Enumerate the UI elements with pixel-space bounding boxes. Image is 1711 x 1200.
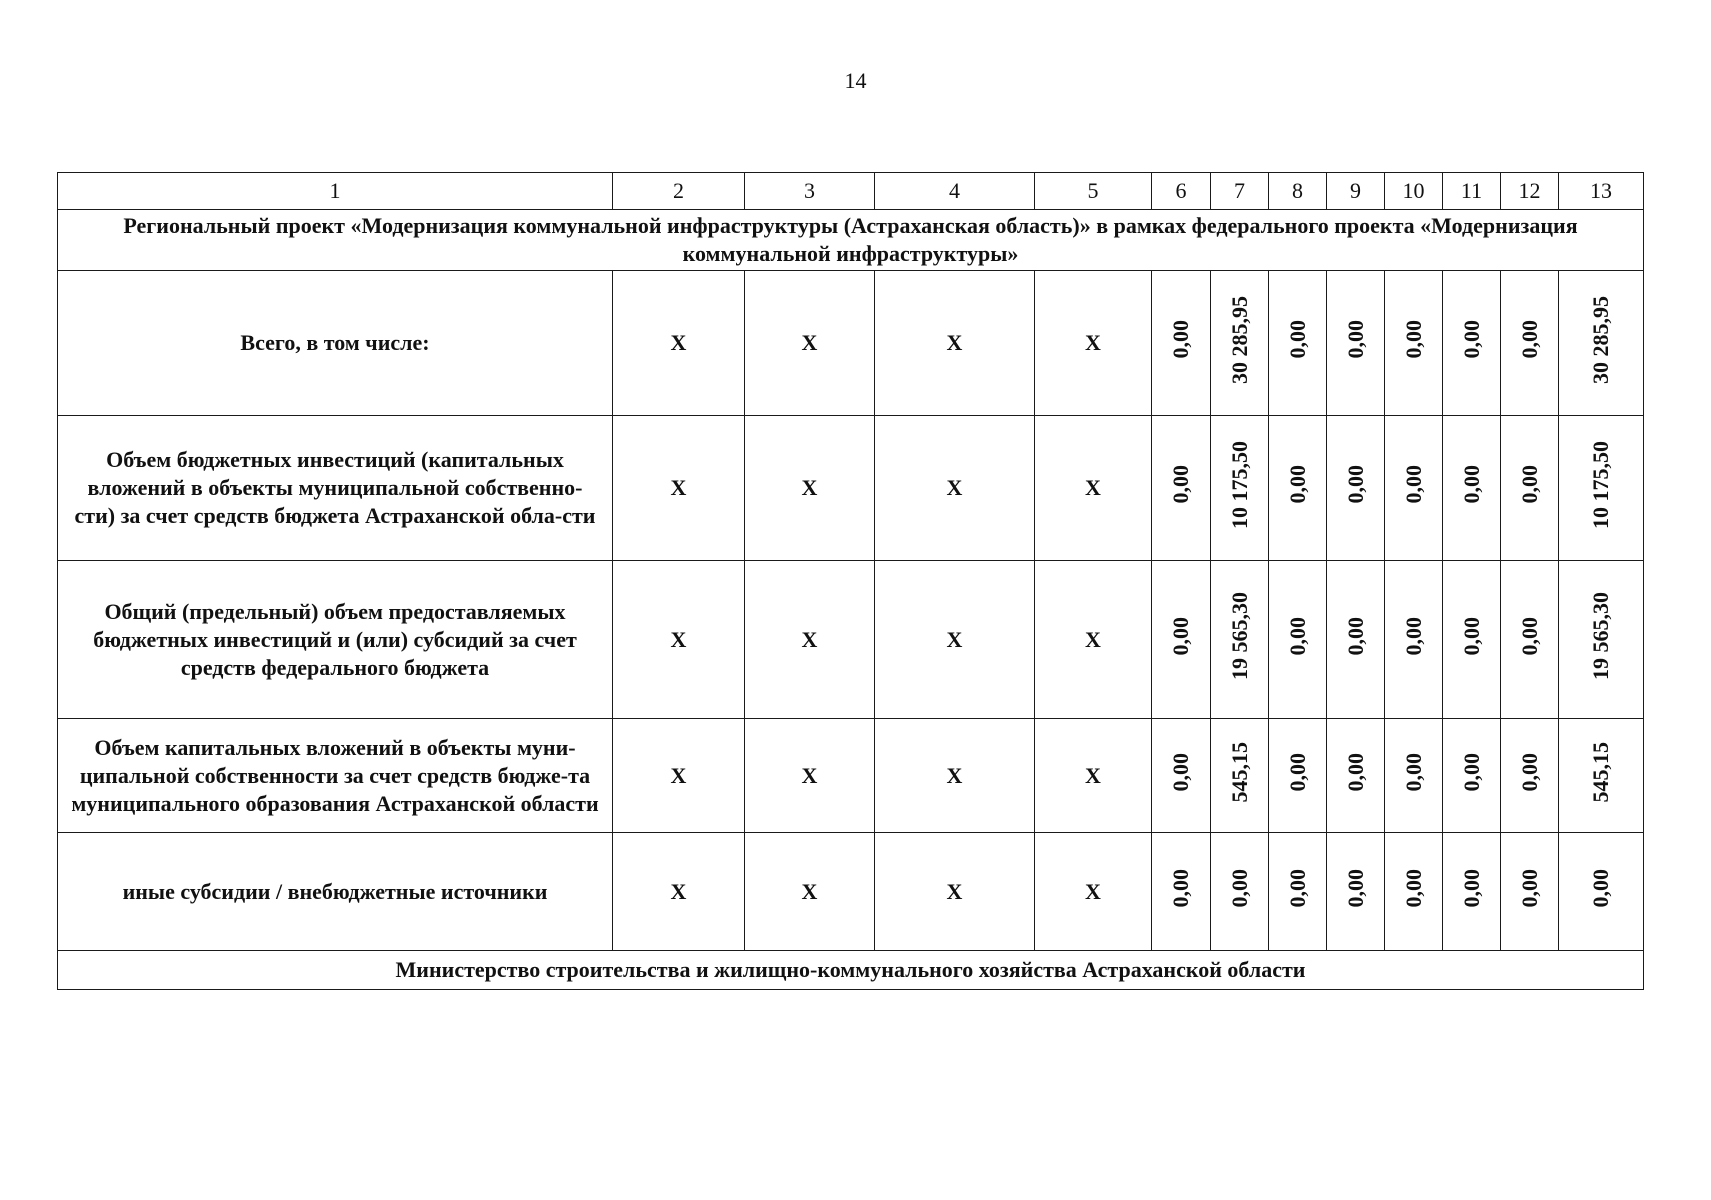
x-mark: X	[745, 719, 875, 833]
value-text: 0,00	[1226, 868, 1252, 908]
value-text: 0,00	[1342, 752, 1368, 792]
value-cell	[1152, 833, 1211, 951]
financing-table	[57, 172, 1644, 990]
value-cell	[1443, 416, 1501, 561]
value-text: 0,00	[1342, 465, 1368, 504]
row-label: Всего, в том числе:	[58, 271, 613, 416]
value-cell	[1385, 561, 1443, 719]
column-number: 6	[1152, 173, 1211, 210]
column-number: 10	[1385, 173, 1443, 210]
value-cell	[1269, 271, 1327, 416]
value-cell	[1501, 833, 1559, 951]
x-mark: X	[745, 833, 875, 951]
value-text: 0,00	[1458, 465, 1484, 504]
value-cell	[1385, 416, 1443, 561]
value-text: 0,00	[1458, 616, 1484, 656]
value-text: 10 175,50	[1588, 440, 1613, 529]
value-text: 0,00	[1516, 752, 1542, 792]
value-cell	[1501, 561, 1559, 719]
value-text: 0,00	[1284, 465, 1310, 504]
value-cell	[1385, 271, 1443, 416]
column-number-row	[58, 173, 1644, 210]
x-mark: X	[1035, 719, 1152, 833]
column-number: 5	[1035, 173, 1152, 210]
value-text: 0,00	[1458, 752, 1484, 792]
x-mark: X	[613, 833, 745, 951]
column-number: 13	[1559, 173, 1644, 210]
x-mark: X	[875, 271, 1035, 416]
value-text: 545,15	[1588, 741, 1613, 803]
value-text: 0,00	[1342, 868, 1368, 908]
project-title-row	[58, 210, 1644, 271]
value-text: 0,00	[1168, 752, 1193, 792]
value-text: 19 565,30	[1588, 592, 1613, 680]
value-cell	[1211, 833, 1269, 951]
value-cell	[1559, 271, 1644, 416]
row-label: иные субсидии / внебюджетные источники	[58, 833, 613, 951]
value-text: 10 175,50	[1226, 440, 1252, 529]
column-number: 2	[613, 173, 745, 210]
value-text: 0,00	[1284, 868, 1310, 908]
value-cell	[1559, 416, 1644, 561]
x-mark: X	[1035, 561, 1152, 719]
value-text: 0,00	[1400, 320, 1426, 359]
value-cell	[1211, 416, 1269, 561]
x-mark: X	[613, 416, 745, 561]
x-mark: X	[1035, 271, 1152, 416]
value-cell	[1152, 416, 1211, 561]
value-text: 0,00	[1168, 868, 1193, 908]
value-cell	[1385, 719, 1443, 833]
value-text: 19 565,30	[1226, 592, 1252, 680]
x-mark: X	[613, 719, 745, 833]
value-cell	[1211, 719, 1269, 833]
column-number: 7	[1211, 173, 1269, 210]
row-label: Общий (предельный) объем предоставляемых бюджетных инвестиций и (или) субсидий за счет средств федерального бюджета	[58, 561, 613, 719]
value-text: 0,00	[1342, 320, 1368, 359]
table-row	[58, 833, 1644, 951]
value-cell	[1501, 719, 1559, 833]
value-cell	[1559, 833, 1644, 951]
project-title: Региональный проект «Модернизация коммунальной инфраструктуры (Астраханская область)» в рамках федерального проекта «Модернизация коммунальной инфраструктуры»	[58, 210, 1644, 271]
value-text: 0,00	[1284, 320, 1310, 359]
table-row	[58, 416, 1644, 561]
value-cell	[1269, 719, 1327, 833]
x-mark: X	[745, 271, 875, 416]
value-text: 0,00	[1168, 616, 1193, 656]
value-cell	[1152, 271, 1211, 416]
row-label: Объем капитальных вложений в объекты муни-ципальной собственности за счет средств бюдже-та муниципального образования Астраханской области	[58, 719, 613, 833]
value-text: 0,00	[1588, 868, 1613, 908]
x-mark: X	[875, 561, 1035, 719]
value-cell	[1559, 561, 1644, 719]
x-mark: X	[613, 271, 745, 416]
value-cell	[1327, 561, 1385, 719]
value-text: 0,00	[1168, 320, 1193, 359]
value-cell	[1269, 416, 1327, 561]
value-cell	[1327, 271, 1385, 416]
value-cell	[1152, 719, 1211, 833]
column-number: 8	[1269, 173, 1327, 210]
value-text: 0,00	[1516, 616, 1542, 656]
value-text: 0,00	[1516, 465, 1542, 504]
value-text: 545,15	[1226, 741, 1252, 803]
value-cell	[1269, 833, 1327, 951]
value-cell	[1443, 561, 1501, 719]
value-text: 0,00	[1516, 320, 1542, 359]
value-cell	[1443, 833, 1501, 951]
value-cell	[1443, 271, 1501, 416]
value-cell	[1559, 719, 1644, 833]
value-text: 0,00	[1400, 752, 1426, 792]
row-label: Объем бюджетных инвестиций (капитальных вложений в объекты муниципальной собственно-сти) за счет средств бюджета Астраханской обла-сти	[58, 416, 613, 561]
value-text: 0,00	[1342, 616, 1368, 656]
table-row	[58, 271, 1644, 416]
value-text: 0,00	[1400, 616, 1426, 656]
column-number: 11	[1443, 173, 1501, 210]
value-cell	[1327, 719, 1385, 833]
x-mark: X	[1035, 833, 1152, 951]
x-mark: X	[745, 561, 875, 719]
value-text: 30 285,95	[1588, 295, 1613, 384]
value-text: 30 285,95	[1226, 295, 1252, 384]
column-number: 3	[745, 173, 875, 210]
value-cell	[1501, 271, 1559, 416]
column-number: 4	[875, 173, 1035, 210]
value-text: 0,00	[1458, 320, 1484, 359]
value-cell	[1211, 561, 1269, 719]
x-mark: X	[1035, 416, 1152, 561]
table-row	[58, 719, 1644, 833]
ministry-row	[58, 951, 1644, 990]
value-cell	[1152, 561, 1211, 719]
value-text: 0,00	[1458, 868, 1484, 908]
value-text: 0,00	[1284, 752, 1310, 792]
column-number: 12	[1501, 173, 1559, 210]
value-text: 0,00	[1168, 465, 1193, 504]
value-cell	[1327, 416, 1385, 561]
value-text: 0,00	[1400, 465, 1426, 504]
x-mark: X	[875, 719, 1035, 833]
page-number: 14	[844, 68, 867, 93]
value-text: 0,00	[1284, 616, 1310, 656]
table-row	[58, 561, 1644, 719]
x-mark: X	[875, 416, 1035, 561]
value-cell	[1211, 271, 1269, 416]
x-mark: X	[875, 833, 1035, 951]
value-cell	[1385, 833, 1443, 951]
x-mark: X	[613, 561, 745, 719]
x-mark: X	[745, 416, 875, 561]
column-number: 9	[1327, 173, 1385, 210]
ministry-name: Министерство строительства и жилищно-коммунального хозяйства Астраханской области	[58, 951, 1644, 990]
value-text: 0,00	[1516, 868, 1542, 908]
value-cell	[1501, 416, 1559, 561]
value-text: 0,00	[1400, 868, 1426, 908]
value-cell	[1327, 833, 1385, 951]
value-cell	[1269, 561, 1327, 719]
value-cell	[1443, 719, 1501, 833]
column-number: 1	[58, 173, 613, 210]
